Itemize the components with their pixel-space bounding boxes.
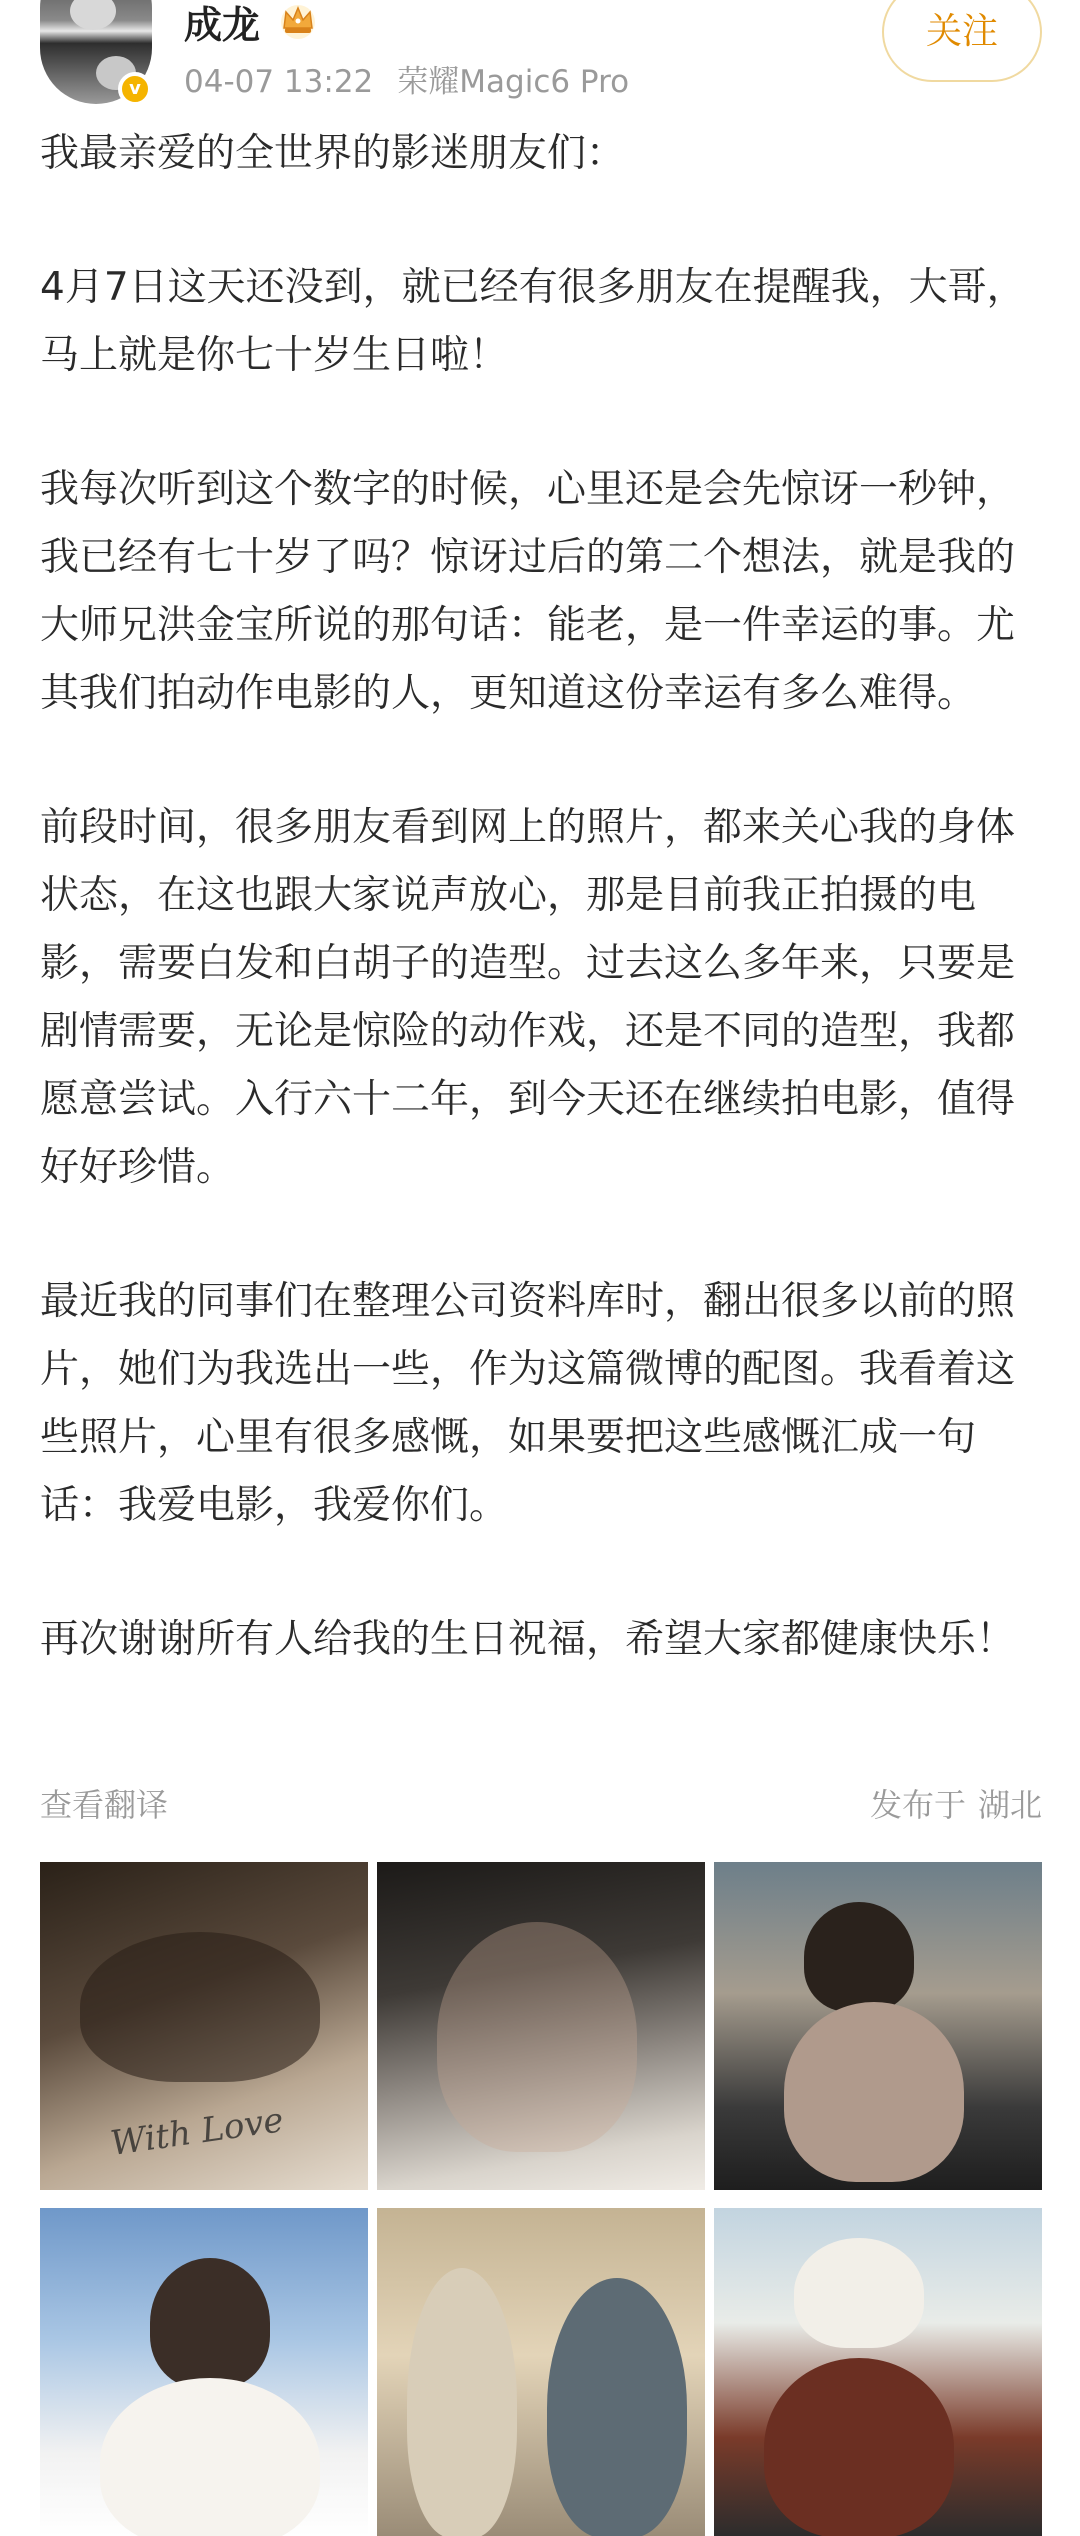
post-paragraph: 我最亲爱的全世界的影迷朋友们：: [40, 131, 626, 176]
post-paragraph: 最近我的同事们在整理公司资料库时，翻出很多以前的照片，她们为我选出一些，作为这篇微博的配图。我看着这些照片，心里有很多感慨，如果要把这些感慨汇成一句话：我爱电影，我爱你们。: [40, 1279, 1016, 1528]
photo-thumbnail[interactable]: [377, 1862, 705, 2190]
post-device: 荣耀Magic6 Pro: [397, 64, 630, 100]
username[interactable]: 成龙: [184, 3, 261, 47]
photo-thumbnail[interactable]: [40, 2208, 368, 2536]
photo-grid: [40, 1862, 1042, 2536]
post-paragraph: 前段时间，很多朋友看到网上的照片，都来关心我的身体状态，在这也跟大家说声放心，那是目前我正拍摄的电影，需要白发和白胡子的造型。过去这么多年来，只要是剧情需要，无论是惊险的动作戏，还是不同的造型，我都愿意尝试。入行六十二年，到今天还在继续拍电影，值得好好珍惜。: [40, 805, 1016, 1190]
post-header: [0, 0, 1080, 110]
post-paragraph: 4月7日这天还没到，就已经有很多朋友在提醒我，大哥，马上就是你七十岁生日啦！: [40, 265, 1026, 378]
location-prefix: 发布于: [869, 1786, 966, 1824]
follow-button[interactable]: 关注: [882, 0, 1042, 82]
post-content: [40, 120, 1050, 1740]
verified-badge-icon: v: [118, 72, 152, 106]
photo-thumbnail[interactable]: [40, 1862, 368, 2190]
photo-thumbnail[interactable]: [714, 2208, 1042, 2536]
post-timestamp: 04-07 13:22: [184, 64, 374, 100]
translate-link[interactable]: 查看翻译: [40, 1786, 169, 1824]
post-paragraph: 我每次听到这个数字的时候，心里还是会先惊讶一秒钟，我已经有七十岁了吗？惊讶过后的第二个想法，就是我的大师兄洪金宝所说的那句话：能老，是一件幸运的事。尤其我们拍动作电影的人，更知道这份幸运有多么难得。: [40, 467, 1016, 716]
post-footer: [40, 1780, 1042, 1826]
photo-thumbnail[interactable]: [377, 2208, 705, 2536]
avatar-face-top: [70, 0, 116, 30]
post-location: [870, 1780, 1042, 1826]
post-paragraph: 再次谢谢所有人给我的生日祝福，希望大家都健康快乐！: [40, 1617, 1016, 1662]
photo-thumbnail[interactable]: [714, 1862, 1042, 2190]
location-place: 湖北: [977, 1786, 1042, 1824]
crown-icon: [277, 0, 319, 40]
post-meta: [184, 56, 629, 101]
photo-signature: With Love: [108, 2100, 286, 2164]
